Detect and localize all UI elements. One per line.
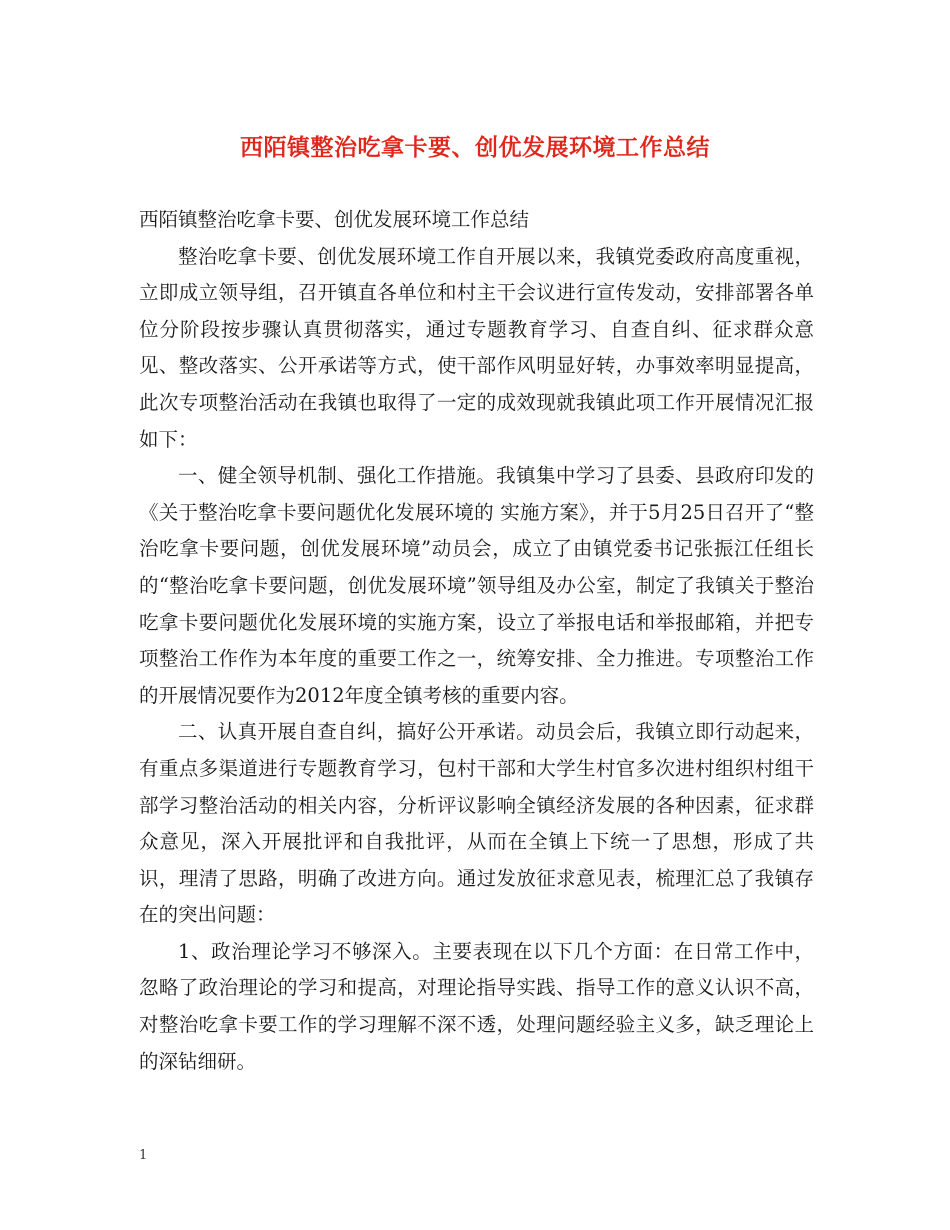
document-body — [139, 202, 814, 1080]
document-title: 西陌镇整治吃拿卡要、创优发展环境工作总结 — [240, 134, 710, 161]
section-two-paragraph: 二、认真开展自查自纠，搞好公开承诺。动员会后，我镇立即行动起来，有重点多渠道进行专题教育学习，包村干部和大学生村官多次进村组织村组干部学习整治活动的相关内容，分析评议影响全镇经济发展的各种因素，征求群众意见，深入开展批评和自我批评，从而在全镇上下统一了思想，形成了共识，理清了思路，明确了改进方向。通过发放征求意见表，梳理汇总了我镇存在的突出问题： — [139, 720, 814, 927]
subtitle-paragraph: 西陌镇整治吃拿卡要、创优发展环境工作总结 — [139, 208, 530, 231]
section-one-paragraph: 一、健全领导机制、强化工作措施。我镇集中学习了县委、县政府印发的《关于整治吃拿卡要问题优化发展环境的 实施方案》，并于5月25日召开了“整治吃拿卡要问题，创优发展环境”动员会，成立了由镇党委书记张振江任组长的“整治吃拿卡要问题，创优发展环境”领导组及办公室，制定了我镇关于整治吃拿卡要问题优化发展环境的实施方案，设立了举报电话和举报邮箱，并把专项整治工作作为本年度的重要工作之一，统筹安排、全力推进。专项整治工作的开展情况要作为2012年度全镇考核的重要内容。 — [139, 464, 814, 707]
intro-paragraph: 整治吃拿卡要、创优发展环境工作自开展以来，我镇党委政府高度重视，立即成立领导组，召开镇直各单位和村主干会议进行宣传发动，安排部署各单位分阶段按步骤认真贯彻落实，通过专题教育学习、自查自纠、征求群众意见、整改落实、公开承诺等方式，使干部作风明显好转，办事效率明显提高，此次专项整治活动在我镇也取得了一定的成效现就我镇此项工作开展情况汇报如下： — [139, 244, 814, 451]
page-number: 1 — [139, 1148, 148, 1163]
item-one-paragraph: 1、政治理论学习不够深入。主要表现在以下几个方面：在日常工作中，忽略了政治理论的学习和提高，对理论指导实践、指导工作的意义认识不高，对整治吃拿卡要工作的学习理解不深不透，处理问题经验主义多，缺乏理论上的深钻细研。 — [139, 939, 814, 1073]
